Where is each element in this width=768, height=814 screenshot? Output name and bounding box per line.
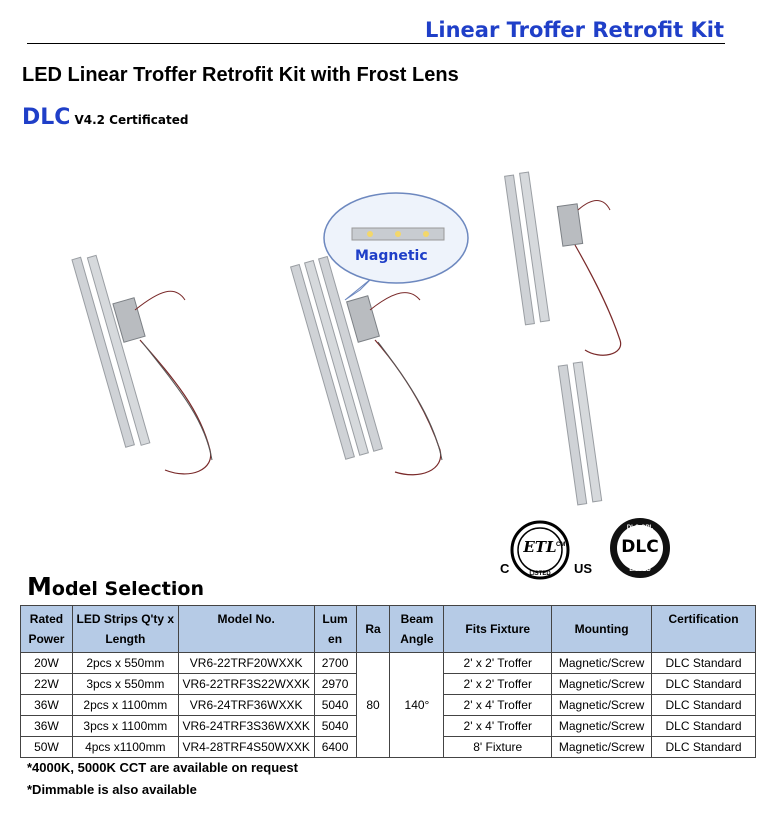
header-ra: Ra [356, 606, 390, 653]
cell-strips: 4pcs x1100mm [72, 737, 178, 758]
page-title: LED Linear Troffer Retrofit Kit with Frost Lens [22, 64, 459, 86]
magnetic-callout [324, 193, 468, 300]
header-lumen: Lum en [314, 606, 356, 653]
cell-cert: DLC Standard [652, 674, 756, 695]
header-beam-angle: Beam Angle [390, 606, 444, 653]
section-title-rest: odel Selection [51, 578, 204, 600]
cell-beam: 140° [390, 653, 444, 758]
cell-mounting: Magnetic/Screw [552, 653, 652, 674]
kit-two-strips-image [72, 255, 212, 474]
section-title [27, 572, 204, 601]
etl-listed-text: LISTED [529, 571, 551, 577]
cell-cert: DLC Standard [652, 716, 756, 737]
cell-ra: 80 [356, 653, 390, 758]
cell-strips: 2pcs x 550mm [72, 653, 178, 674]
header-divider [27, 43, 725, 44]
cell-model: VR4-28TRF4S50WXXK [178, 737, 314, 758]
cell-strips: 3pcs x 1100mm [72, 716, 178, 737]
cell-mounting: Magnetic/Screw [552, 695, 652, 716]
model-selection-table [20, 605, 756, 758]
header-rated-power: Rated Power [21, 606, 73, 653]
table-header-row [21, 606, 756, 653]
etl-c-label: C [500, 561, 510, 576]
header-model-no: Model No. [178, 606, 314, 653]
magnetic-label: Magnetic [355, 248, 428, 264]
cell-model: VR6-22TRF3S22WXXK [178, 674, 314, 695]
dlc-qpl-text: DLC QPL [626, 525, 654, 531]
dlc-logo-text: DLC [621, 537, 659, 557]
cell-fixture: 2' x 4' Troffer [444, 716, 552, 737]
cell-cert: DLC Standard [652, 653, 756, 674]
cell-lumen: 5040 [314, 695, 356, 716]
cell-fixture: 8' Fixture [444, 737, 552, 758]
cell-lumen: 6400 [314, 737, 356, 758]
cell-mounting: Magnetic/Screw [552, 674, 652, 695]
cell-cert: DLC Standard [652, 737, 756, 758]
etl-us-label: US [574, 561, 593, 576]
header-certification: Certification [652, 606, 756, 653]
cell-strips: 3pcs x 550mm [72, 674, 178, 695]
cell-power: 36W [21, 716, 73, 737]
etl-mark-text: ETL [523, 538, 557, 556]
cell-lumen: 2700 [314, 653, 356, 674]
cell-mounting: Magnetic/Screw [552, 716, 652, 737]
dlc-version: V4.2 Certificated [74, 113, 189, 127]
etl-cm-text: CM [556, 542, 566, 548]
cell-model: VR6-24TRF36WXXK [178, 695, 314, 716]
product-images [0, 150, 768, 580]
section-title-cap: M [27, 572, 52, 601]
cell-model: VR6-22TRF20WXXK [178, 653, 314, 674]
table-row [21, 653, 756, 674]
cell-fixture: 2' x 4' Troffer [444, 695, 552, 716]
kit-three-strips-image [291, 256, 442, 474]
header-led-strips: LED Strips Q'ty x Length [72, 606, 178, 653]
cell-strips: 2pcs x 1100mm [72, 695, 178, 716]
cell-model: VR6-24TRF3S36WXXK [178, 716, 314, 737]
cell-power: 20W [21, 653, 73, 674]
note-cct: *4000K, 5000K CCT are available on request [27, 760, 298, 775]
dlc-label: DLC [22, 105, 71, 130]
dlc-listed-text: LISTED [629, 567, 651, 573]
cell-power: 50W [21, 737, 73, 758]
cell-power: 22W [21, 674, 73, 695]
cell-cert: DLC Standard [652, 695, 756, 716]
kit-four-strips-image [505, 172, 621, 505]
note-dimmable: *Dimmable is also available [27, 782, 197, 797]
cell-lumen: 2970 [314, 674, 356, 695]
cell-mounting: Magnetic/Screw [552, 737, 652, 758]
cell-lumen: 5040 [314, 716, 356, 737]
cell-fixture: 2' x 2' Troffer [444, 674, 552, 695]
header-mounting: Mounting [552, 606, 652, 653]
header-fits-fixture: Fits Fixture [444, 606, 552, 653]
dlc-certification [22, 105, 188, 130]
cell-power: 36W [21, 695, 73, 716]
header-title: Linear Troffer Retrofit Kit [425, 18, 724, 42]
cell-fixture: 2' x 2' Troffer [444, 653, 552, 674]
